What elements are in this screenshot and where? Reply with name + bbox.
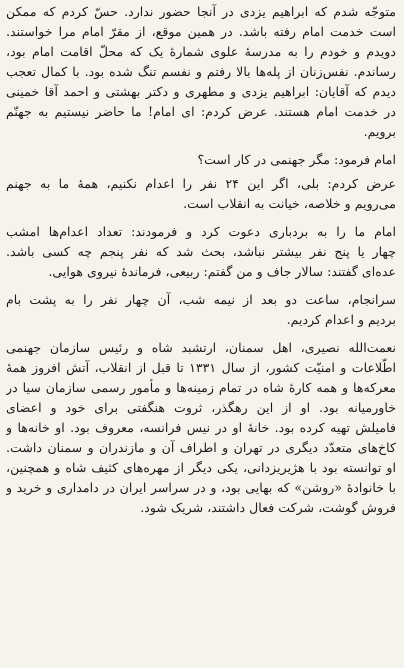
paragraph-5 bbox=[6, 338, 396, 518]
text-line: دویدم و خودم را به مدرسهٔ علوی شمارهٔ یک که محلّ اقامت امام بود، bbox=[6, 44, 396, 59]
text-line: بردیم و اعدام کردیم. bbox=[286, 312, 396, 327]
text-line: معرکه‌ها و همه کارهٔ شاه در تمام زمینه‌ها و مأمور رسمی سازمان سیا در bbox=[6, 380, 396, 395]
text-line: رساندم. نفس‌زنان از پله‌ها بالا رفتم و نفسم تنگ شده بود. با کمال تعجب bbox=[6, 64, 396, 79]
text-line: امام ما را به بردباری دعوت کرد و فرمودند: تعداد اعدام‌ها امشب bbox=[6, 224, 396, 239]
text-line: فروش گوشت، شرکت فعال داشتند، شریک شود. bbox=[140, 500, 396, 515]
text-line: خاورمیانه بود. او از این رهگذر، ثروت هنگفتی برای خود و اعضای bbox=[6, 400, 396, 415]
text-line: با خانوادهٔ «روشن» که بهایی بود، و در سراسر ایران در دامداری و خرید و bbox=[6, 480, 396, 495]
text-line: است خدمت امام رفته باشد. در همین موقع، از مقرّ امام مرا خواستند. bbox=[6, 24, 396, 39]
text-line: اطّلاعات و امنیّت کشور، از سال ۱۳۳۱ تا قبل از انقلاب، آتش افروز همهٔ bbox=[6, 360, 396, 375]
text-line: نعمت‌الله نصیری، اهل سمنان، ارتشبد شاه و رئیس سازمان جهنمی bbox=[6, 340, 396, 355]
text-line: چهار یا پنج نفر بیشتر نباشد، بحث شد که نفر پنجم چه کسی باشد. bbox=[6, 244, 396, 259]
text-line: او توانسته بود با هژیریزدانی، یکی دیگر از مهره‌های کثیف شاه و همچنین، bbox=[6, 460, 396, 475]
text-line: متوجّه شدم که ابراهیم یزدی در آنجا حضور ندارد. حسّ کردم که ممکن bbox=[6, 4, 396, 19]
text-line: برویم. bbox=[363, 124, 396, 139]
text-line: در خدمت امام هستند. عرض کردم: ای امام! ما حاضر نیستیم به جهنّم bbox=[6, 104, 396, 119]
text-line: فامیلش تهیه کرده بود. خانهٔ او در نیس فرانسه، معروف بود. او خانه‌ها و bbox=[6, 420, 396, 435]
text-line: عرض کردم: بلی، اگر این ۲۴ نفر را اعدام نکنیم، همهٔ ما به جهنم bbox=[6, 176, 396, 191]
paragraph-3 bbox=[6, 222, 396, 282]
text-line: سرانجام، ساعت دو بعد از نیمه شب، آن چهار نفر را به پشت بام bbox=[6, 292, 396, 307]
text-line: دیدم که آقایان: ابراهیم یزدی و مطهری و دکتر بهشتی و احمد آقا خمینی bbox=[6, 84, 396, 99]
text-line: کاخ‌های متعدّد دیگری در تهران و اطراف آن و مازندران و سمنان داشت. bbox=[6, 440, 396, 455]
paragraph-2 bbox=[6, 150, 396, 214]
text-line: می‌رویم و خلاصه، خیانت به انقلاب است. bbox=[183, 196, 396, 211]
text-line: عده‌ای گفتند: سالار جاف و من گفتم: ربیعی، فرماندهٔ نیروی هوایی. bbox=[48, 264, 396, 279]
paragraph-1 bbox=[6, 2, 396, 142]
paragraph-4 bbox=[6, 290, 396, 330]
text-line: امام فرمود: مگر جهنمی در کار است؟ bbox=[197, 152, 396, 167]
